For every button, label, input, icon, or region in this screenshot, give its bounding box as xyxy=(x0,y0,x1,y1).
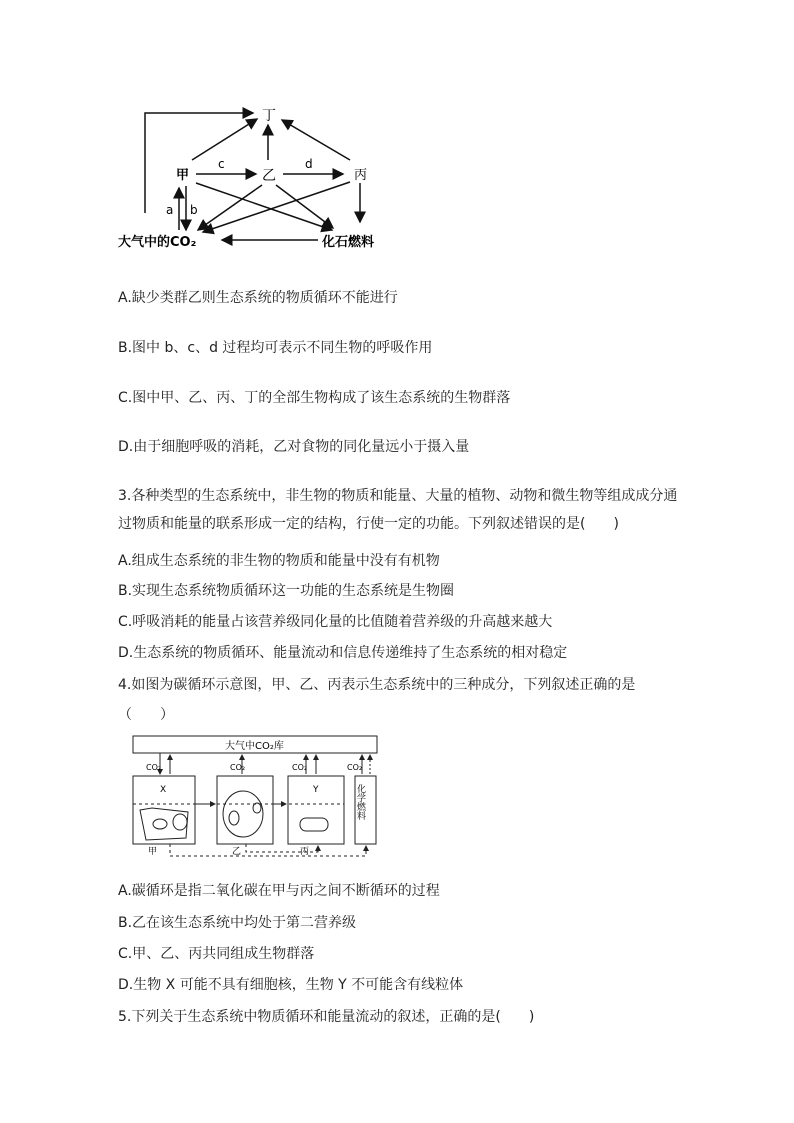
arrow-co2-to-ding xyxy=(145,113,253,213)
q3-option-d: D.生态系统的物质循环、能量流动和信息传递维持了生态系统的相对稳定 xyxy=(118,645,568,661)
label-jia: 甲 xyxy=(148,847,158,857)
label-b: b xyxy=(190,203,198,217)
label-c: c xyxy=(218,157,225,171)
arrow-bing-to-ding xyxy=(282,120,350,160)
q5-stem: 5.下列关于生态系统中物质循环和能量流动的叙述，正确的是( ) xyxy=(118,1009,535,1025)
label-x: X xyxy=(160,785,167,795)
q2-option-d: D.由于细胞呼吸的消耗，乙对食物的同化量远小于摄入量 xyxy=(118,439,470,455)
label-fossil: 化学燃料 xyxy=(355,784,365,820)
label-yi: 乙 xyxy=(232,847,242,857)
q4-option-d: D.生物 X 可能不具有细胞核，生物 Y 不可能含有线粒体 xyxy=(118,977,464,993)
node-fossil: 化石燃料 xyxy=(322,235,375,250)
node-yi: 乙 xyxy=(262,168,276,184)
q4-option-b: B.乙在该生态系统中均处于第二营养级 xyxy=(118,915,357,931)
q4-option-c: C.甲、乙、丙共同组成生物群落 xyxy=(118,946,315,962)
label-bing: 丙 xyxy=(300,847,310,857)
node-co2: 大气中的CO₂ xyxy=(118,235,197,250)
carbon-cycle-diagram-1 xyxy=(0,0,794,260)
carbon-cycle-diagram-2 xyxy=(0,728,794,878)
label-a: a xyxy=(166,203,174,217)
node-jia: 甲 xyxy=(176,168,190,183)
co2-label-3: CO₂ xyxy=(292,763,308,772)
label-d: d xyxy=(305,157,313,171)
node-ding: 丁 xyxy=(262,108,276,124)
arrow-jia-to-fossil xyxy=(196,183,332,230)
arrow-jia-to-ding xyxy=(192,119,257,160)
q3-option-a: A.组成生态系统的非生物的物质和能量中没有有机物 xyxy=(118,553,440,569)
co2-label-1: CO₂ xyxy=(146,763,162,772)
q4-paren: （ ） xyxy=(118,707,174,723)
q2-option-c: C.图中甲、乙、丙、丁的全部生物构成了该生态系统的生物群落 xyxy=(118,390,511,406)
q3-stem: 3.各种类型的生态系统中，非生物的物质和能量、大量的植物、动物和微生物等组成成分通过物质和能量的联系形成一定的结构，行使一定的功能。下列叙述错误的是( ) xyxy=(118,488,678,532)
box-yi xyxy=(217,776,273,844)
q3-option-c: C.呼吸消耗的能量占该营养级同化量的比值随着营养级的升高越来越大 xyxy=(118,614,553,630)
q3-option-b: B.实现生态系统物质循环这一功能的生态系统是生物圈 xyxy=(118,583,455,599)
co2-pool-label: 大气中CO₂库 xyxy=(225,741,284,752)
co2-label-4: CO₂ xyxy=(347,763,363,772)
q4-option-a: A.碳循环是指二氧化碳在甲与丙之间不断循环的过程 xyxy=(118,883,440,899)
co2-label-2: CO₂ xyxy=(230,763,246,772)
q2-option-b: B.图中 b、c、d 过程均可表示不同生物的呼吸作用 xyxy=(118,340,433,356)
q4-stem: 4.如图为碳循环示意图，甲、乙、丙表示生态系统中的三种成分，下列叙述正确的是 xyxy=(118,677,636,693)
label-y: Y xyxy=(313,785,319,795)
q2-option-a: A.缺少类群乙则生态系统的物质循环不能进行 xyxy=(118,290,398,306)
node-bing: 丙 xyxy=(354,168,368,183)
